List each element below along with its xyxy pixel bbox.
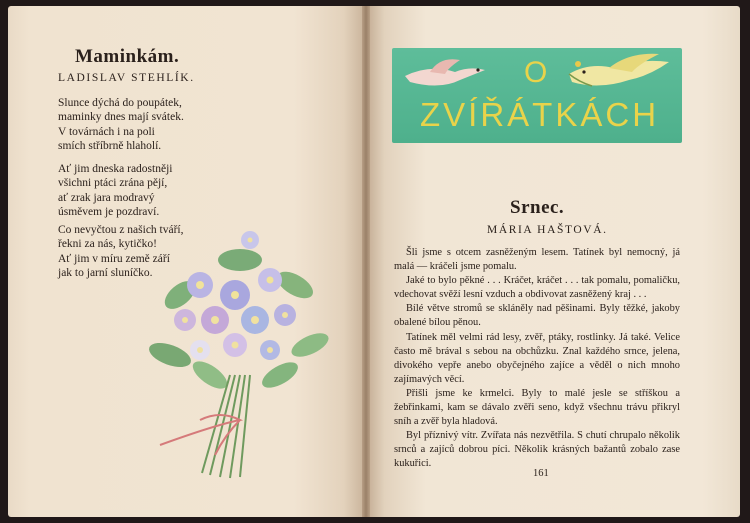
story-paragraph: Přišli jsme ke krmelci. Byly to malé jesle se stříškou a žebřinkami, kam se dávalo zvěři seno, když všechnu trávu přikryl sníh a zvěř byla hladová. [394, 387, 680, 428]
flower-bouquet-illustration [140, 225, 340, 490]
bouquet-ribbon [160, 415, 240, 455]
story-paragraph: Byl příznivý vítr. Zvířata nás nezvětřila. S chutí chrupalo několik srnců a zajíců dobrou píci. Několik krásných bažantů zobalo zase kukuřici. [394, 430, 680, 470]
bird-illustration [400, 54, 490, 94]
story-author: MÁRIA HAŠTOVÁ. [487, 224, 608, 236]
banner-line-1: O [524, 56, 550, 89]
story-paragraph: Tatínek měl velmi rád lesy, zvěř, ptáky, rostlinky. Já také. Velice často mě brával s sebou na obchůzku. Znal každého srnce, jelena, divokého vepře anebo obyčejného zajíce a věděl o nich mnoho zajímavých věcí. [394, 331, 680, 385]
poem-stanza: Slunce dýchá do poupátek, maminky dnes mají svátek. V továrnách i na poli smích stříbrně hlaholí. [58, 97, 184, 152]
poem-stanza: Ať jim dneska radostněji všichni ptáci zrána pějí, ať zrak jara modravý úsměvem je pozdraví. [58, 163, 173, 218]
chapter-banner [392, 48, 682, 143]
poem-title: Maminkám. [75, 46, 180, 67]
poem-author: LADISLAV STEHLÍK. [58, 72, 195, 84]
poem-stanza: Co nevyčtou z našich tváří, řekni za nás, kytičko! Ať jim v míru země září jak to jarní sluníčko. [58, 224, 184, 279]
story-paragraph: Šli jsme s otcem zasněženým lesem. Tatínek byl nemocný, já malá — kráčeli jsme pomalu. [394, 247, 680, 273]
bouquet-stems [202, 375, 250, 478]
bird-illustration [564, 52, 674, 97]
banner-line-2: ZVÍŘÁTKÁCH [420, 96, 660, 133]
story-body [394, 246, 680, 472]
bouquet-leaves [146, 249, 332, 394]
story-paragraph: Jaké to bylo pěkné . . . Kráčet, kráčet . . . tak pomalu, pomaličku, vdechovat svěží lesní vzduch a obdivovat zasněžený kraj . . . [394, 275, 680, 301]
story-paragraph: Bílé větve stromů se skláněly nad pěšinami. Byly těžké, jakoby obalené bílou pěnou. [394, 303, 680, 329]
book-gutter [362, 6, 370, 517]
story-title: Srnec. [510, 197, 565, 218]
page-number: 161 [533, 468, 549, 479]
